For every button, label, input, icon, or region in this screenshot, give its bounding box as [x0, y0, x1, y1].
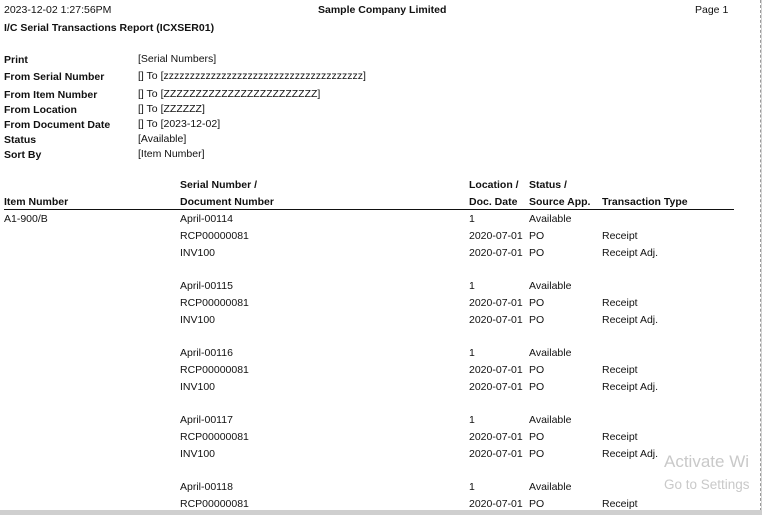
col-status: Status / [529, 179, 567, 191]
transaction-type: Receipt [602, 297, 638, 309]
horizontal-scrollbar[interactable] [0, 510, 762, 515]
company-name: Sample Company Limited [318, 4, 447, 16]
document-number: RCP00000081 [180, 431, 249, 443]
page-number: Page 1 [695, 4, 729, 16]
col-transaction-type: Transaction Type [602, 196, 688, 208]
location: 1 [469, 280, 475, 292]
col-serial-number: Serial Number / [180, 179, 258, 191]
document-number: RCP00000081 [180, 297, 249, 309]
document-number: RCP00000081 [180, 230, 249, 242]
source-app: PO [529, 364, 545, 376]
source-app: PO [529, 230, 545, 242]
serial-number: April-00114 [180, 213, 233, 225]
col-location: Location / [469, 179, 519, 191]
doc-date: 2020-07-01 [469, 314, 523, 326]
status: Available [529, 347, 572, 359]
location: 1 [469, 414, 475, 426]
doc-date: 2020-07-01 [469, 230, 523, 242]
param-label: Print [4, 54, 28, 66]
param-value: [] To [zzzzzzzzzzzzzzzzzzzzzzzzzzzzzzzzzzzzzz] [138, 70, 366, 82]
location: 1 [469, 481, 475, 493]
doc-date: 2020-07-01 [469, 247, 523, 259]
doc-date: 2020-07-01 [469, 297, 523, 309]
item-number-value: A1-900/B [4, 213, 48, 225]
source-app: PO [529, 381, 545, 393]
col-source-app: Source App. [529, 196, 591, 208]
serial-number: April-00115 [180, 280, 233, 292]
transaction-type: Receipt [602, 498, 638, 510]
transaction-type: Receipt Adj. [602, 381, 659, 393]
source-app: PO [529, 431, 545, 443]
document-number: RCP00000081 [180, 364, 249, 376]
location: 1 [469, 347, 475, 359]
status: Available [529, 481, 572, 493]
status: Available [529, 213, 572, 225]
source-app: PO [529, 297, 545, 309]
doc-date: 2020-07-01 [469, 364, 523, 376]
param-label: From Item Number [4, 89, 98, 101]
source-app: PO [529, 448, 545, 460]
param-label: From Document Date [4, 119, 111, 131]
param-value: [Serial Numbers] [138, 53, 217, 65]
col-document-number: Document Number [180, 196, 274, 208]
document-number: INV100 [180, 314, 216, 326]
param-label: From Serial Number [4, 71, 105, 83]
source-app: PO [529, 247, 545, 259]
serial-number: April-00118 [180, 481, 233, 493]
param-label: Status [4, 134, 37, 146]
param-label: Sort By [4, 149, 42, 161]
document-number: INV100 [180, 381, 216, 393]
col-item-number: Item Number [4, 196, 69, 208]
transaction-type: Receipt [602, 431, 638, 443]
report-title: I/C Serial Transactions Report (ICXSER01) [4, 22, 215, 34]
param-value: [] To [ZZZZZZZZZZZZZZZZZZZZZZZZ] [138, 88, 321, 100]
transaction-type: Receipt [602, 364, 638, 376]
col-doc-date: Doc. Date [469, 196, 518, 208]
transaction-type: Receipt Adj. [602, 448, 659, 460]
param-value: [] To [2023-12-02] [138, 118, 221, 130]
doc-date: 2020-07-01 [469, 431, 523, 443]
header-divider [4, 209, 734, 210]
report-datetime: 2023-12-02 1:27:56PM [4, 4, 112, 16]
doc-date: 2020-07-01 [469, 498, 523, 510]
go-to-settings-watermark: Go to Settings [664, 477, 750, 492]
source-app: PO [529, 498, 545, 510]
document-number: RCP00000081 [180, 498, 249, 510]
status: Available [529, 280, 572, 292]
serial-number: April-00117 [180, 414, 233, 426]
doc-date: 2020-07-01 [469, 448, 523, 460]
serial-number: April-00116 [180, 347, 233, 359]
doc-date: 2020-07-01 [469, 381, 523, 393]
transaction-type: Receipt [602, 230, 638, 242]
param-value: [Available] [138, 133, 187, 145]
transaction-type: Receipt Adj. [602, 314, 659, 326]
status: Available [529, 414, 572, 426]
param-label: From Location [4, 104, 77, 116]
document-number: INV100 [180, 448, 216, 460]
location: 1 [469, 213, 475, 225]
source-app: PO [529, 314, 545, 326]
param-value: [] To [ZZZZZZ] [138, 103, 205, 115]
transaction-type: Receipt Adj. [602, 247, 659, 259]
activate-windows-watermark: Activate Wi [664, 452, 750, 471]
param-value: [Item Number] [138, 148, 205, 160]
document-number: INV100 [180, 247, 216, 259]
